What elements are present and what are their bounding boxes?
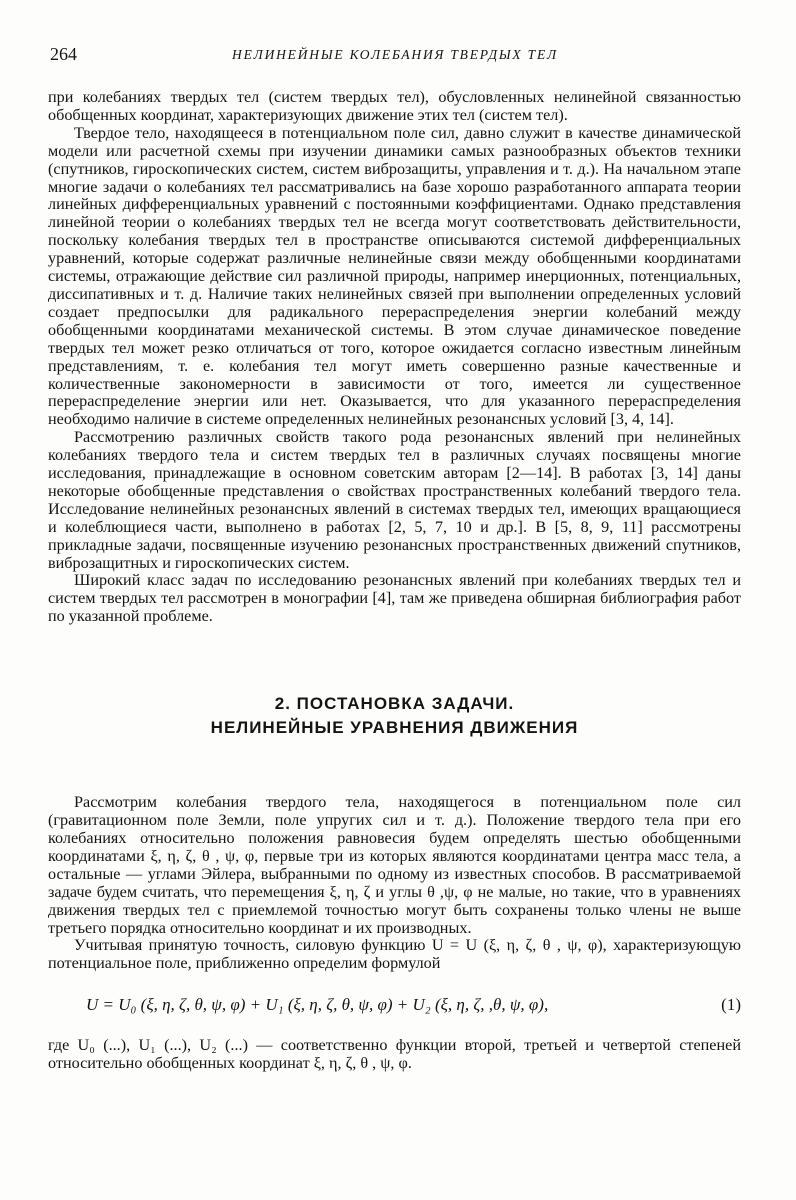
paragraph-problem-setup: Рассмотрим колебания твердого тела, находящегося в потенциальном поле сил (гравитационном поле Земли, поле упругих сил и т. д.). Положение твердого тела при его колебаниях относительно положения равновесия будем определять шестью обобщенными координатами ξ, η, ζ, θ , ψ, φ, первые три из которых являются координатами центра масс тела, а остальные — углами Эйлера, выбранными по одному из известных способов. В рассматриваемой задаче будем считать, что перемещения ξ, η, ζ и углы θ ,ψ, φ не малые, но такие, что в уравнениях движения твердых тел с приемлемой точностью могут быть сохранены только члены не выше третьего порядка относительно координат и их производных.: [48, 793, 741, 937]
section-heading-line1: 2. ПОСТАНОВКА ЗАДАЧИ.: [274, 694, 515, 714]
page-number: 264: [50, 44, 77, 64]
main-text: [48, 89, 741, 1073]
equation-number: (1): [721, 995, 741, 1015]
paragraph-resonance-studies: Рассмотрению различных свойств такого рода резонансных явлений при нелинейных колебаниях твердого тела и систем твердых тел в различных случаях посвящены многие исследования, принадлежащие в основном советским авторам [2—14]. В работах [3, 14] даны некоторые обобщенные представления о свойствах пространственных колебаний твердого тела. Исследование нелинейных резонансных явлений в системах твердых тел, имеющих вращающиеся и колеблющиеся части, выполнено в работах [2, 5, 7, 10 и др.]. В [5, 8, 9, 11] рассмотрены прикладные задачи, посвященные изучению резонансных пространственных движений спутников, виброзащитных и гироскопических систем.: [48, 428, 741, 572]
paragraph-rigid-body: Твердое тело, находящееся в потенциальном поле сил, давно служит в качестве динамической модели или расчетной схемы при изучении динамики самых разнообразных объектов техники (спутников, гироскопических систем, систем виброзащиты, управления и т. д.). На начальном этапе многие задачи о колебаниях тел рассматривались на базе хорошо разработанного аппарата теории линейных дифференциальных уравнений с постоянными коэффициентами. Однако представления линейной теории о колебаниях твердых тел не всегда могут соответствовать действительности, поскольку колебания твердых тел в пространстве описываются системой дифференциальных уравнений, которые содержат различные нелинейные связи между обобщенными координатами системы, отражающие действие сил различной природы, например инерционных, потенциальных, диссипативных и т. д. Наличие таких нелинейных связей при выполнении определенных условий создает предпосылки для радикального перераспределения энергии колебаний между обобщенными координатами механической системы. В этом случае динамическое поведение твердых тел может резко отличаться от того, которое ожидается согласно известным линейным представлениям, т. е. колебания тел могут иметь совершенно разные качественные и количественные закономерности в зависимости от того, имеется ли существенное перераспределение энергии или нет. Оказывается, что для указанного перераспределения необходимо наличие в системе определенных нелинейных резонансных условий [3, 4, 14].: [48, 123, 741, 429]
section-heading-line2: НЕЛИНЕЙНЫЕ УРАВНЕНИЯ ДВИЖЕНИЯ: [210, 718, 579, 738]
section-heading: [48, 692, 741, 740]
equation-formula: U = U₀ (ξ, η, ζ, θ, ψ, φ) + U₁ (ξ, η, ζ, θ, ψ, φ) + U₂ (ξ, η, ζ, ,θ, ψ, φ),: [86, 995, 549, 1015]
paragraph-monograph: Широкий класс задач по исследованию резонансных явлений при колебаниях твердых тел и систем твердых тел рассмотрен в монографии [4], там же приведена обширная библиография работ по указанной проблеме.: [48, 571, 741, 626]
paragraph-where: где U₀ (...), U₁ (...), U₂ (...) — соответственно функции второй, третьей и четвертой степеней относительно обобщенных координат ξ, η, ζ, θ , ψ, φ.: [48, 1036, 741, 1073]
running-title: НЕЛИНЕЙНЫЕ КОЛЕБАНИЯ ТВЕРДЫХ ТЕЛ: [232, 47, 558, 62]
paragraph-continuation: при колебаниях твердых тел (систем твердых тел), обусловленных нелинейной связанностью обобщенных координат, характеризующих движение этих тел (систем тел).: [48, 88, 741, 124]
paragraph-force-function: Учитывая принятую точность, силовую функцию U = U (ξ, η, ζ, θ , ψ, φ), характеризующую потенциальное поле, приближенно определим формулой: [48, 936, 741, 973]
equation-1: [48, 995, 741, 1017]
page-header: [50, 44, 740, 66]
